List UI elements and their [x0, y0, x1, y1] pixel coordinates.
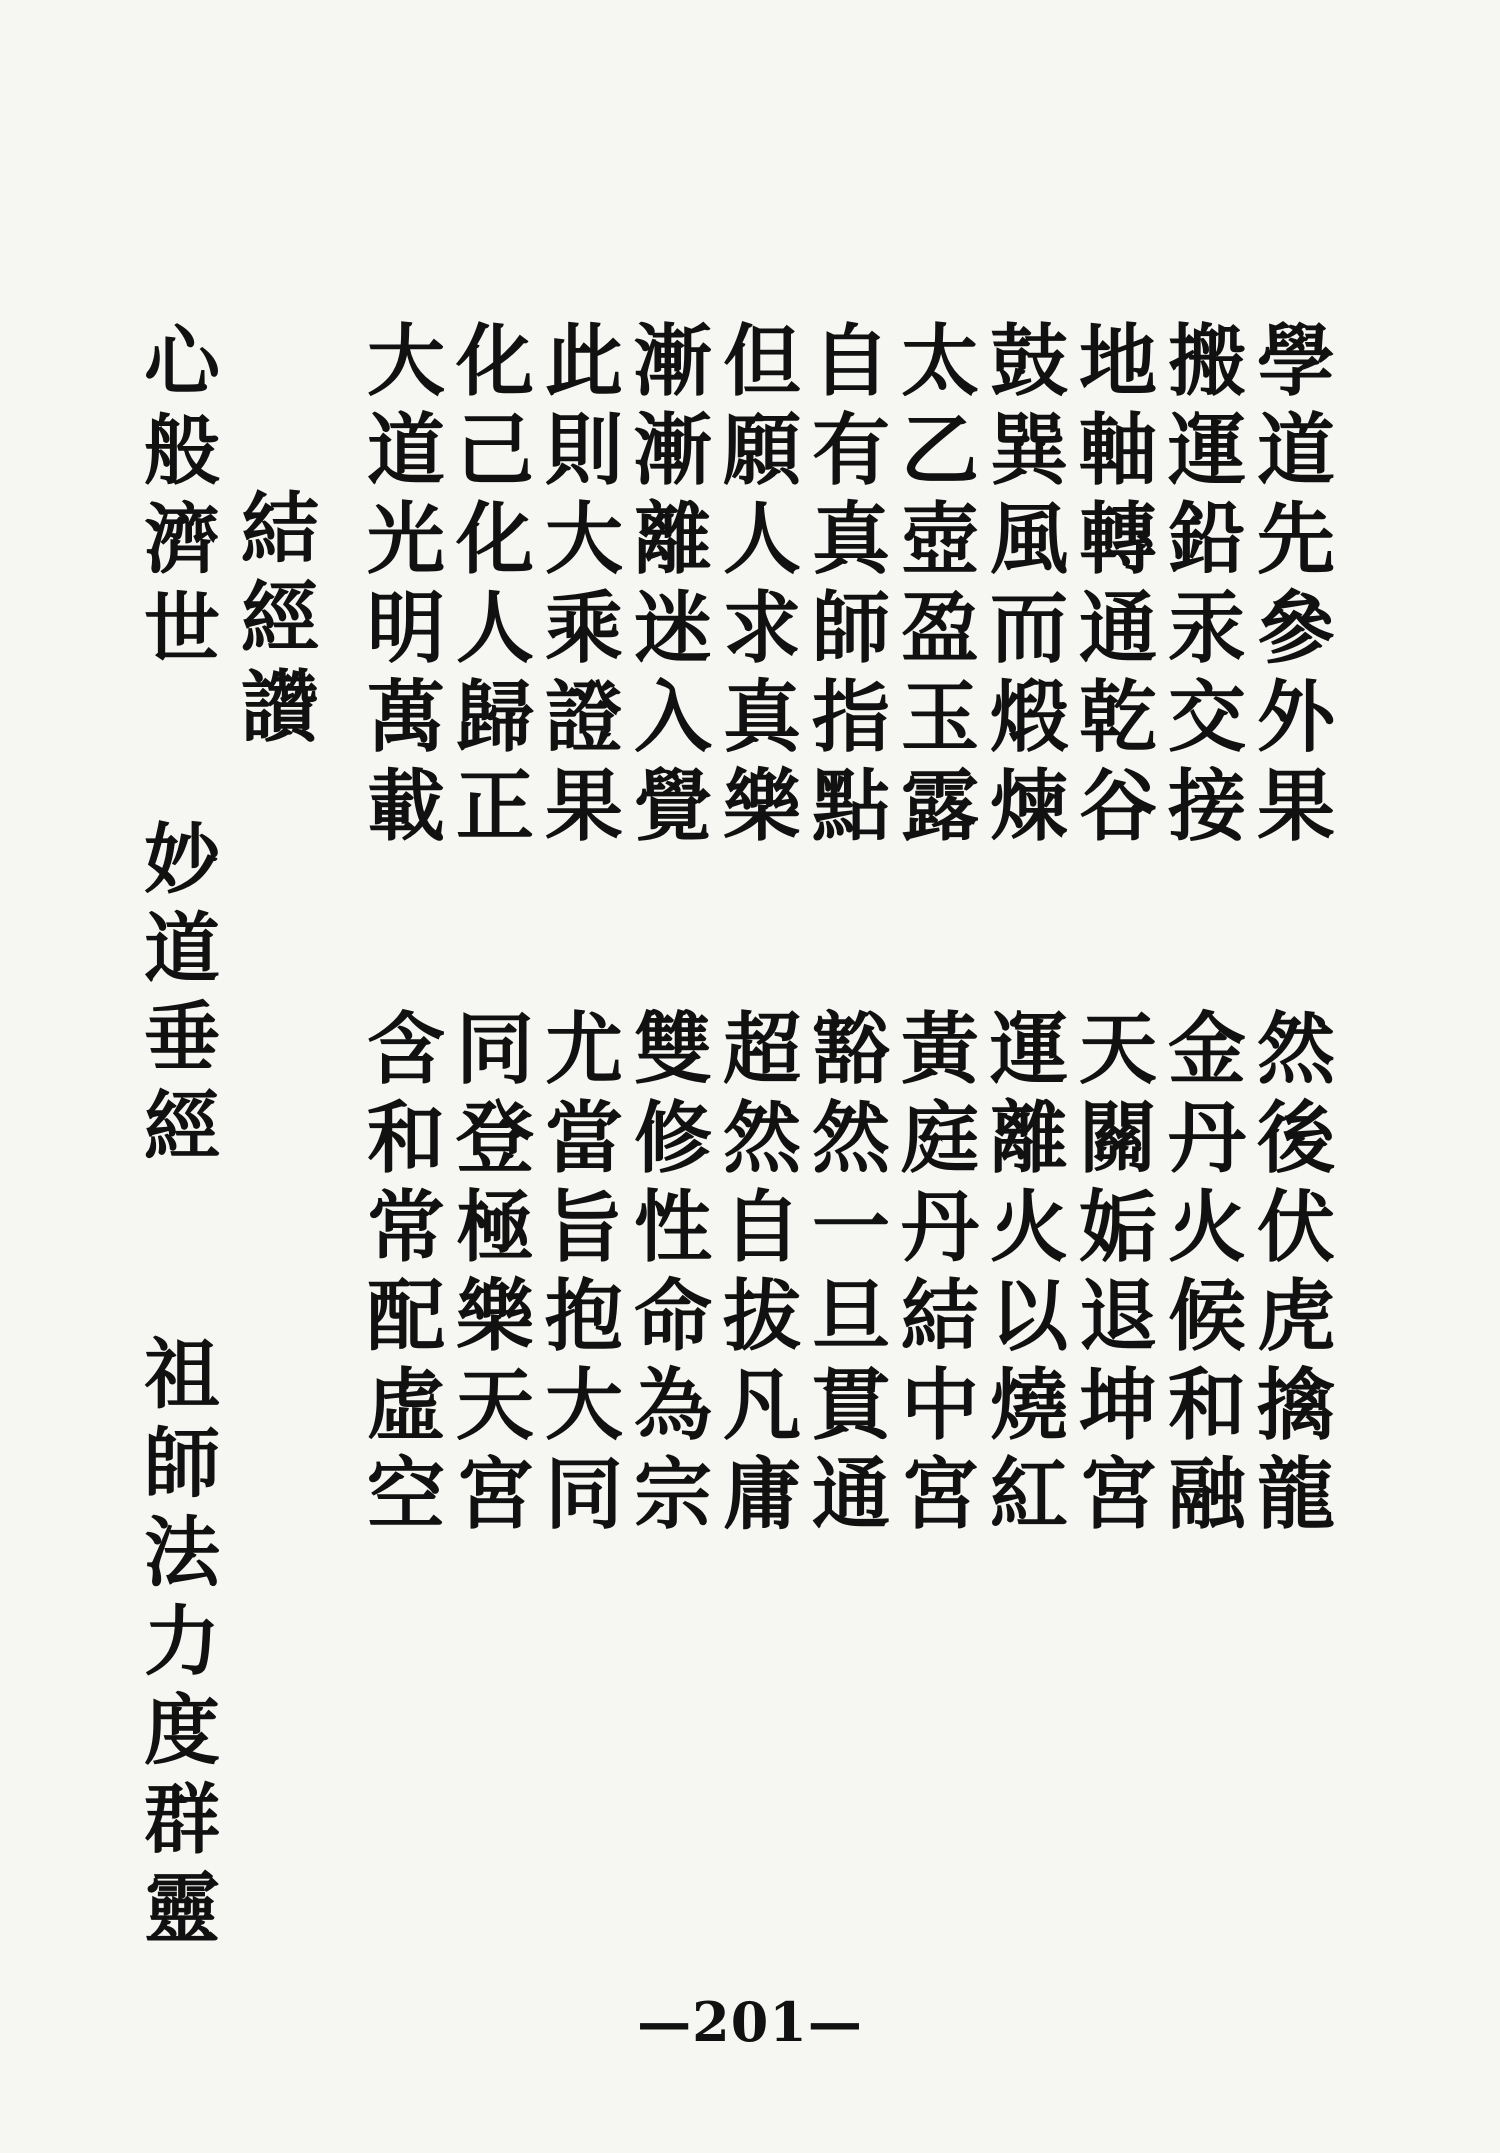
verse-column	[451, 1005, 539, 1539]
verse-char: 雙	[633, 1004, 712, 1095]
verse-char: 此	[544, 316, 623, 407]
verse-char: 然	[1256, 1004, 1335, 1095]
verse-char: 迷	[633, 583, 712, 674]
verse-char: 樂	[455, 1271, 534, 1362]
verse-char: 天	[1078, 1004, 1157, 1095]
verse-char: 正	[455, 761, 534, 852]
verse-char: 外	[1256, 672, 1335, 763]
title-char: 經	[240, 573, 319, 664]
verse-char: 然	[722, 1093, 801, 1184]
verse-char: 載	[366, 761, 445, 852]
verse-char: 光	[366, 494, 445, 585]
verse-char: 明	[366, 583, 445, 674]
verse-char: 離	[989, 1093, 1068, 1184]
verse-column	[629, 1005, 717, 1539]
verse-char: 黃	[900, 1004, 979, 1095]
verse-char: 運	[989, 1004, 1068, 1095]
verse-char: 汞	[1167, 583, 1246, 674]
verse-char: 真	[811, 494, 890, 585]
verse-char: 命	[633, 1271, 712, 1362]
verse-char: 超	[722, 1004, 801, 1095]
side-text-lower	[138, 1330, 226, 1953]
verse-char: 煅	[989, 672, 1068, 763]
side-char: 力	[144, 1597, 220, 1686]
verse-char: 通	[811, 1449, 890, 1540]
verse-char: 玉	[900, 672, 979, 763]
verse-char: 龍	[1256, 1449, 1335, 1540]
verse-char: 尤	[544, 1004, 623, 1095]
verse-char: 宮	[455, 1449, 534, 1540]
verse-char: 修	[633, 1093, 712, 1184]
verse-char: 乾	[1078, 672, 1157, 763]
verse-char: 盈	[900, 583, 979, 674]
verse-column	[985, 1005, 1073, 1539]
verse-char: 凡	[722, 1360, 801, 1451]
verse-char: 登	[455, 1093, 534, 1184]
verse-char: 融	[1167, 1449, 1246, 1540]
verse-char: 己	[455, 405, 534, 496]
verse-char: 軸	[1078, 405, 1157, 496]
verse-char: 宗	[633, 1449, 712, 1540]
verse-char: 拔	[722, 1271, 801, 1362]
side-char: 濟	[144, 495, 220, 584]
verse-char: 抱	[544, 1271, 623, 1362]
verse-char: 豁	[811, 1004, 890, 1095]
side-char: 心	[144, 317, 220, 406]
verse-char: 覺	[633, 761, 712, 852]
verse-char: 果	[544, 761, 623, 852]
verse-char: 伏	[1256, 1182, 1335, 1273]
verse-char: 含	[366, 1004, 445, 1095]
verse-char: 性	[633, 1182, 712, 1273]
verse-char: 但	[722, 316, 801, 407]
verse-char: 果	[1256, 761, 1335, 852]
verse-char: 空	[366, 1449, 445, 1540]
verse-char: 候	[1167, 1271, 1246, 1362]
verse-column	[451, 317, 539, 851]
verse-char: 大	[544, 1360, 623, 1451]
verse-char: 通	[1078, 583, 1157, 674]
verse-char: 巽	[989, 405, 1068, 496]
verse-char: 大	[366, 316, 445, 407]
verse-char: 願	[722, 405, 801, 496]
verse-char: 先	[1256, 494, 1335, 585]
side-char: 世	[144, 584, 220, 673]
page-number: —201—	[637, 1990, 863, 2054]
title-char: 讚	[240, 662, 319, 753]
verse-char: 點	[811, 761, 890, 852]
verse-char: 自	[811, 316, 890, 407]
verse-column	[718, 1005, 806, 1539]
verse-char: 道	[1256, 405, 1335, 496]
verse-char: 谷	[1078, 761, 1157, 852]
verse-char: 求	[722, 583, 801, 674]
verse-char: 坤	[1078, 1360, 1157, 1451]
verse-char: 指	[811, 672, 890, 763]
verse-char: 太	[900, 316, 979, 407]
verse-char: 火	[989, 1182, 1068, 1273]
verse-char: 旦	[811, 1271, 890, 1362]
side-text-middle	[138, 815, 226, 1171]
verse-column	[1252, 1005, 1340, 1539]
side-char: 靈	[144, 1864, 220, 1953]
verse-char: 為	[633, 1360, 712, 1451]
verse-char: 紅	[989, 1449, 1068, 1540]
verse-column	[540, 317, 628, 851]
verse-char: 宮	[900, 1449, 979, 1540]
verse-char: 萬	[366, 672, 445, 763]
side-char: 經	[144, 1082, 220, 1171]
verse-char: 丹	[900, 1182, 979, 1273]
verse-column	[1163, 317, 1251, 851]
verse-char: 樂	[722, 761, 801, 852]
side-char: 度	[144, 1686, 220, 1775]
verse-char: 地	[1078, 316, 1157, 407]
verse-column	[807, 317, 895, 851]
verse-char: 配	[366, 1271, 445, 1362]
verse-column	[1074, 317, 1162, 851]
verse-char: 運	[1167, 405, 1246, 496]
verse-char: 旨	[544, 1182, 623, 1273]
side-char: 師	[144, 1419, 220, 1508]
verse-char: 鼓	[989, 316, 1068, 407]
verse-char: 鉛	[1167, 494, 1246, 585]
verse-column	[985, 317, 1073, 851]
verse-column	[362, 317, 450, 851]
verse-char: 化	[455, 316, 534, 407]
verse-char: 極	[455, 1182, 534, 1273]
verse-char: 離	[633, 494, 712, 585]
verse-char: 轉	[1078, 494, 1157, 585]
verse-char: 虎	[1256, 1271, 1335, 1362]
verse-column	[629, 317, 717, 851]
verse-char: 同	[455, 1004, 534, 1095]
verse-char: 自	[722, 1182, 801, 1273]
verse-char: 和	[366, 1093, 445, 1184]
verse-char: 常	[366, 1182, 445, 1273]
verse-char: 壺	[900, 494, 979, 585]
verse-column	[1163, 1005, 1251, 1539]
verse-char: 漸	[633, 316, 712, 407]
verse-char: 風	[989, 494, 1068, 585]
verse-column	[362, 1005, 450, 1539]
verse-char: 結	[900, 1271, 979, 1362]
verse-char: 擒	[1256, 1360, 1335, 1451]
verse-char: 人	[455, 583, 534, 674]
verse-char: 漸	[633, 405, 712, 496]
verse-char: 道	[366, 405, 445, 496]
verse-char: 人	[722, 494, 801, 585]
verse-char: 則	[544, 405, 623, 496]
section-title	[236, 485, 324, 752]
side-char: 般	[144, 406, 220, 495]
verse-char: 證	[544, 672, 623, 763]
verse-char: 露	[900, 761, 979, 852]
verse-column	[1252, 317, 1340, 851]
verse-char: 貫	[811, 1360, 890, 1451]
side-text-upper	[138, 317, 226, 673]
side-char: 妙	[144, 815, 220, 904]
verse-char: 以	[989, 1271, 1068, 1362]
verse-char: 姤	[1078, 1182, 1157, 1273]
verse-char: 煉	[989, 761, 1068, 852]
verse-column	[540, 1005, 628, 1539]
verse-column	[718, 317, 806, 851]
verse-char: 燒	[989, 1360, 1068, 1451]
verse-char: 師	[811, 583, 890, 674]
side-char: 垂	[144, 993, 220, 1082]
verse-char: 歸	[455, 672, 534, 763]
verse-char: 有	[811, 405, 890, 496]
verse-char: 後	[1256, 1093, 1335, 1184]
verse-char: 乙	[900, 405, 979, 496]
verse-char: 退	[1078, 1271, 1157, 1362]
side-char: 法	[144, 1508, 220, 1597]
side-char: 群	[144, 1775, 220, 1864]
verse-char: 參	[1256, 583, 1335, 674]
verse-char: 同	[544, 1449, 623, 1540]
verse-char: 交	[1167, 672, 1246, 763]
verse-char: 一	[811, 1182, 890, 1273]
verse-char: 天	[455, 1360, 534, 1451]
verse-char: 和	[1167, 1360, 1246, 1451]
verse-char: 虛	[366, 1360, 445, 1451]
verse-char: 學	[1256, 316, 1335, 407]
verse-char: 入	[633, 672, 712, 763]
side-char: 道	[144, 904, 220, 993]
verse-char: 當	[544, 1093, 623, 1184]
verse-char: 真	[722, 672, 801, 763]
verse-char: 丹	[1167, 1093, 1246, 1184]
verse-char: 庸	[722, 1449, 801, 1540]
verse-char: 關	[1078, 1093, 1157, 1184]
verse-char: 大	[544, 494, 623, 585]
verse-column	[896, 317, 984, 851]
verse-char: 搬	[1167, 316, 1246, 407]
verse-char: 然	[811, 1093, 890, 1184]
side-char: 祖	[144, 1330, 220, 1419]
verse-char: 化	[455, 494, 534, 585]
verse-column	[807, 1005, 895, 1539]
verse-char: 宮	[1078, 1449, 1157, 1540]
verse-char: 乘	[544, 583, 623, 674]
verse-char: 金	[1167, 1004, 1246, 1095]
verse-char: 而	[989, 583, 1068, 674]
title-char: 結	[240, 484, 319, 575]
verse-char: 中	[900, 1360, 979, 1451]
verse-column	[896, 1005, 984, 1539]
verse-char: 庭	[900, 1093, 979, 1184]
verse-char: 接	[1167, 761, 1246, 852]
verse-column	[1074, 1005, 1162, 1539]
verse-char: 火	[1167, 1182, 1246, 1273]
